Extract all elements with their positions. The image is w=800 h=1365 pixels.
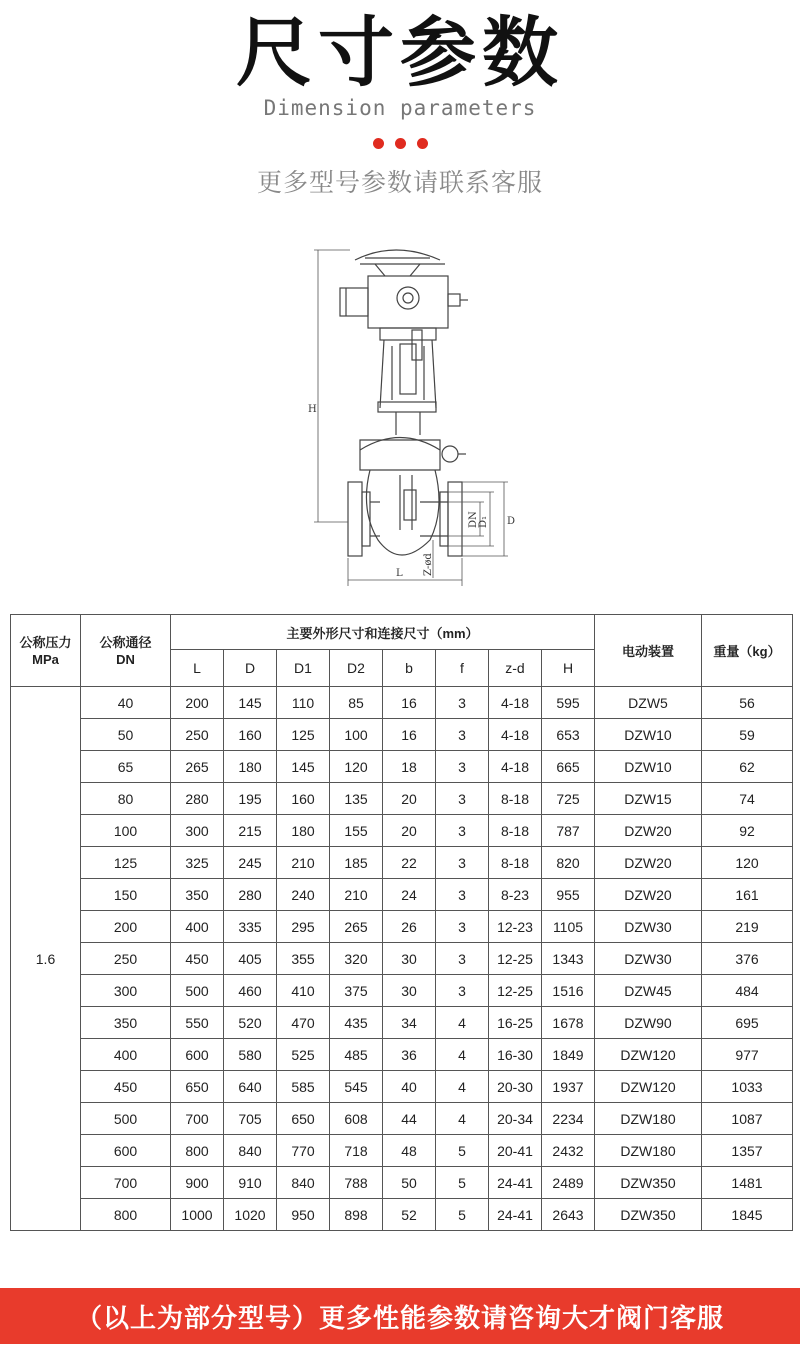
table-cell: 200 — [171, 687, 224, 719]
table-cell: 85 — [330, 687, 383, 719]
table-cell: 300 — [81, 975, 171, 1007]
table-cell: 180 — [277, 815, 330, 847]
table-row — [11, 687, 793, 719]
table-cell: 350 — [81, 1007, 171, 1039]
page-title: 尺寸参数 — [236, 8, 564, 97]
table-cell: 280 — [224, 879, 277, 911]
table-cell: 820 — [542, 847, 595, 879]
table-cell: 840 — [224, 1135, 277, 1167]
table-cell: 335 — [224, 911, 277, 943]
table-cell: 500 — [171, 975, 224, 1007]
table-cell: 2234 — [542, 1103, 595, 1135]
table-cell: 600 — [171, 1039, 224, 1071]
table-cell: 450 — [81, 1071, 171, 1103]
subheader-d: D — [224, 650, 277, 687]
table-cell: 26 — [383, 911, 436, 943]
table-cell: 585 — [277, 1071, 330, 1103]
table-cell: 800 — [81, 1199, 171, 1231]
table-row — [11, 847, 793, 879]
table-cell: 955 — [542, 879, 595, 911]
table-cell: 3 — [436, 815, 489, 847]
header-pressure-unit: MPa — [32, 651, 59, 667]
table-cell: 160 — [224, 719, 277, 751]
table-row — [11, 1039, 793, 1071]
table-cell: 4 — [436, 1103, 489, 1135]
table-cell: 210 — [330, 879, 383, 911]
table-cell: 44 — [383, 1103, 436, 1135]
table-cell: DZW30 — [595, 911, 702, 943]
table-cell: 135 — [330, 783, 383, 815]
table-cell: 74 — [702, 783, 793, 815]
table-cell: 8-18 — [489, 847, 542, 879]
table-cell: 20 — [383, 783, 436, 815]
table-cell: 718 — [330, 1135, 383, 1167]
table-cell: 30 — [383, 943, 436, 975]
table-cell: DZW120 — [595, 1039, 702, 1071]
table-cell: 110 — [277, 687, 330, 719]
table-cell: 16-30 — [489, 1039, 542, 1071]
table-cell: 22 — [383, 847, 436, 879]
table-row — [11, 1103, 793, 1135]
table-cell: 100 — [81, 815, 171, 847]
contact-tagline: 更多型号参数请联系客服 — [256, 168, 543, 197]
header-dn — [81, 615, 171, 687]
table-cell: 400 — [171, 911, 224, 943]
table-cell: 125 — [277, 719, 330, 751]
table-cell: 705 — [224, 1103, 277, 1135]
table-cell: DZW180 — [595, 1135, 702, 1167]
table-cell: 300 — [171, 815, 224, 847]
table-cell: 155 — [330, 815, 383, 847]
table-cell: 1000 — [171, 1199, 224, 1231]
table-cell: 405 — [224, 943, 277, 975]
table-cell: 4-18 — [489, 719, 542, 751]
header-weight: 重量（kg） — [702, 615, 793, 687]
table-cell: 977 — [702, 1039, 793, 1071]
table-cell: 150 — [81, 879, 171, 911]
table-body — [11, 687, 793, 1231]
table-cell: 8-18 — [489, 815, 542, 847]
table-cell: 595 — [542, 687, 595, 719]
table-cell: 5 — [436, 1167, 489, 1199]
subheader-zd: z-d — [489, 650, 542, 687]
table-cell: DZW5 — [595, 687, 702, 719]
pressure-cell: 1.6 — [11, 687, 81, 1231]
table-cell: 580 — [224, 1039, 277, 1071]
table-cell: 120 — [702, 847, 793, 879]
table-cell: 1343 — [542, 943, 595, 975]
table-cell: DZW10 — [595, 751, 702, 783]
table-cell: DZW350 — [595, 1199, 702, 1231]
table-row — [11, 783, 793, 815]
table-cell: 650 — [277, 1103, 330, 1135]
table-cell: 4 — [436, 1007, 489, 1039]
table-cell: 350 — [171, 879, 224, 911]
table-cell: 16 — [383, 719, 436, 751]
table-cell: DZW350 — [595, 1167, 702, 1199]
table-cell: 840 — [277, 1167, 330, 1199]
table-cell: 120 — [330, 751, 383, 783]
table-cell: 910 — [224, 1167, 277, 1199]
valve-technical-drawing — [300, 240, 530, 600]
table-cell: 898 — [330, 1199, 383, 1231]
red-dot-icon — [395, 138, 406, 149]
table-cell: 700 — [171, 1103, 224, 1135]
table-cell: 4 — [436, 1039, 489, 1071]
table-cell: DZW20 — [595, 815, 702, 847]
table-cell: 2489 — [542, 1167, 595, 1199]
table-cell: 320 — [330, 943, 383, 975]
table-cell: 1087 — [702, 1103, 793, 1135]
table-row — [11, 1135, 793, 1167]
table-cell: 265 — [171, 751, 224, 783]
table-cell: 1033 — [702, 1071, 793, 1103]
table-cell: 600 — [81, 1135, 171, 1167]
subheader-d1: D1 — [277, 650, 330, 687]
table-cell: DZW15 — [595, 783, 702, 815]
table-cell: 219 — [702, 911, 793, 943]
table-row — [11, 1167, 793, 1199]
table-cell: 16-25 — [489, 1007, 542, 1039]
header-dn-unit: DN — [116, 651, 135, 667]
table-cell: 12-23 — [489, 911, 542, 943]
table-cell: 52 — [383, 1199, 436, 1231]
table-cell: DZW20 — [595, 879, 702, 911]
table-cell: 787 — [542, 815, 595, 847]
subheader-f: f — [436, 650, 489, 687]
dim-label-zd: Z-ød — [423, 553, 434, 576]
dim-label-h: H — [308, 404, 317, 415]
table-cell: 1516 — [542, 975, 595, 1007]
table-cell: 250 — [171, 719, 224, 751]
table-cell: DZW30 — [595, 943, 702, 975]
table-cell: 665 — [542, 751, 595, 783]
table-cell: 92 — [702, 815, 793, 847]
table-cell: 500 — [81, 1103, 171, 1135]
subheader-b: b — [383, 650, 436, 687]
table-cell: 8-18 — [489, 783, 542, 815]
table-cell: 18 — [383, 751, 436, 783]
table-cell: 1020 — [224, 1199, 277, 1231]
subheader-d2: D2 — [330, 650, 383, 687]
table-cell: 180 — [224, 751, 277, 783]
subheader-l: L — [171, 650, 224, 687]
table-cell: DZW45 — [595, 975, 702, 1007]
table-cell: 450 — [171, 943, 224, 975]
table-cell: 3 — [436, 783, 489, 815]
table-cell: 145 — [224, 687, 277, 719]
table-cell: 650 — [171, 1071, 224, 1103]
table-cell: 695 — [702, 1007, 793, 1039]
table-cell: 1357 — [702, 1135, 793, 1167]
header-main-dimensions: 主要外形尺寸和连接尺寸（mm） — [171, 615, 595, 650]
table-cell: 410 — [277, 975, 330, 1007]
table-cell: 195 — [224, 783, 277, 815]
table-cell: 59 — [702, 719, 793, 751]
table-cell: 1849 — [542, 1039, 595, 1071]
table-cell: DZW180 — [595, 1103, 702, 1135]
table-cell: 250 — [81, 943, 171, 975]
dimension-table — [10, 614, 793, 1231]
table-cell: 608 — [330, 1103, 383, 1135]
dim-label-l: L — [396, 568, 403, 579]
table-cell: 65 — [81, 751, 171, 783]
table-row — [11, 1199, 793, 1231]
subheader-h: H — [542, 650, 595, 687]
dim-label-d: D — [507, 516, 516, 527]
table-cell: 640 — [224, 1071, 277, 1103]
dim-label-dn: DN — [468, 511, 479, 528]
table-cell: 325 — [171, 847, 224, 879]
table-cell: 4-18 — [489, 751, 542, 783]
table-cell: 161 — [702, 879, 793, 911]
table-cell: 3 — [436, 687, 489, 719]
table-cell: 12-25 — [489, 943, 542, 975]
table-cell: DZW120 — [595, 1071, 702, 1103]
table-cell: 100 — [330, 719, 383, 751]
table-cell: 34 — [383, 1007, 436, 1039]
table-cell: 1105 — [542, 911, 595, 943]
table-cell: 2643 — [542, 1199, 595, 1231]
table-cell: 3 — [436, 943, 489, 975]
table-cell: 484 — [702, 975, 793, 1007]
table-cell: 20-34 — [489, 1103, 542, 1135]
table-cell: 520 — [224, 1007, 277, 1039]
header-pressure — [11, 615, 81, 687]
table-cell: 56 — [702, 687, 793, 719]
table-cell: 460 — [224, 975, 277, 1007]
table-cell: 3 — [436, 975, 489, 1007]
table-cell: 125 — [81, 847, 171, 879]
table-cell: 375 — [330, 975, 383, 1007]
table-cell: 5 — [436, 1135, 489, 1167]
table-cell: 725 — [542, 783, 595, 815]
red-dot-icon — [417, 138, 428, 149]
table-cell: 4 — [436, 1071, 489, 1103]
table-cell: 8-23 — [489, 879, 542, 911]
table-cell: 20-30 — [489, 1071, 542, 1103]
table-cell: 1937 — [542, 1071, 595, 1103]
table-row — [11, 815, 793, 847]
table-cell: 1678 — [542, 1007, 595, 1039]
table-cell: 210 — [277, 847, 330, 879]
table-cell: 788 — [330, 1167, 383, 1199]
page-subtitle: Dimension parameters — [263, 96, 537, 120]
table-cell: 3 — [436, 751, 489, 783]
header-actuator: 电动装置 — [595, 615, 702, 687]
decorative-dots — [0, 138, 800, 149]
table-cell: 435 — [330, 1007, 383, 1039]
table-row — [11, 1071, 793, 1103]
table-cell: 2432 — [542, 1135, 595, 1167]
table-cell: 40 — [81, 687, 171, 719]
table-cell: 36 — [383, 1039, 436, 1071]
table-cell: 12-25 — [489, 975, 542, 1007]
table-cell: 240 — [277, 879, 330, 911]
table-cell: 80 — [81, 783, 171, 815]
table-cell: 700 — [81, 1167, 171, 1199]
header-dn-cn: 公称通径 — [99, 634, 152, 650]
table-cell: 62 — [702, 751, 793, 783]
table-cell: 1481 — [702, 1167, 793, 1199]
table-row — [11, 975, 793, 1007]
table-row — [11, 751, 793, 783]
table-cell: 485 — [330, 1039, 383, 1071]
dim-label-d1: D₁ — [478, 515, 489, 528]
red-dot-icon — [373, 138, 384, 149]
table-cell: 280 — [171, 783, 224, 815]
footer-banner — [0, 1288, 800, 1344]
table-row — [11, 879, 793, 911]
table-cell: 900 — [171, 1167, 224, 1199]
table-cell: 770 — [277, 1135, 330, 1167]
table-cell: 3 — [436, 911, 489, 943]
footer-text: （以上为部分型号）更多性能参数请咨询大才阀门客服 — [75, 1303, 724, 1334]
table-cell: 525 — [277, 1039, 330, 1071]
table-cell: 3 — [436, 879, 489, 911]
table-cell: 4-18 — [489, 687, 542, 719]
table-cell: 950 — [277, 1199, 330, 1231]
table-cell: 185 — [330, 847, 383, 879]
table-cell: 400 — [81, 1039, 171, 1071]
table-cell: 1845 — [702, 1199, 793, 1231]
table-cell: 5 — [436, 1199, 489, 1231]
table-cell: 295 — [277, 911, 330, 943]
table-cell: 376 — [702, 943, 793, 975]
table-cell: 20-41 — [489, 1135, 542, 1167]
table-cell: 245 — [224, 847, 277, 879]
table-cell: 545 — [330, 1071, 383, 1103]
table-cell: 50 — [383, 1167, 436, 1199]
table-cell: 160 — [277, 783, 330, 815]
table-cell: 470 — [277, 1007, 330, 1039]
table-cell: 3 — [436, 847, 489, 879]
table-row — [11, 943, 793, 975]
table-row — [11, 1007, 793, 1039]
table-cell: DZW10 — [595, 719, 702, 751]
table-row — [11, 719, 793, 751]
table-cell: 40 — [383, 1071, 436, 1103]
table-cell: 265 — [330, 911, 383, 943]
table-cell: 16 — [383, 687, 436, 719]
table-cell: DZW90 — [595, 1007, 702, 1039]
table-cell: 50 — [81, 719, 171, 751]
table-row — [11, 911, 793, 943]
table-cell: 24 — [383, 879, 436, 911]
table-cell: 20 — [383, 815, 436, 847]
table-cell: 355 — [277, 943, 330, 975]
table-cell: 215 — [224, 815, 277, 847]
table-cell: 550 — [171, 1007, 224, 1039]
table-cell: 200 — [81, 911, 171, 943]
table-cell: 24-41 — [489, 1167, 542, 1199]
table-cell: 48 — [383, 1135, 436, 1167]
table-cell: 30 — [383, 975, 436, 1007]
table-cell: 3 — [436, 719, 489, 751]
table-cell: 653 — [542, 719, 595, 751]
table-cell: DZW20 — [595, 847, 702, 879]
table-cell: 800 — [171, 1135, 224, 1167]
table-cell: 145 — [277, 751, 330, 783]
table-cell: 24-41 — [489, 1199, 542, 1231]
header-pressure-cn: 公称压力 — [19, 634, 72, 650]
